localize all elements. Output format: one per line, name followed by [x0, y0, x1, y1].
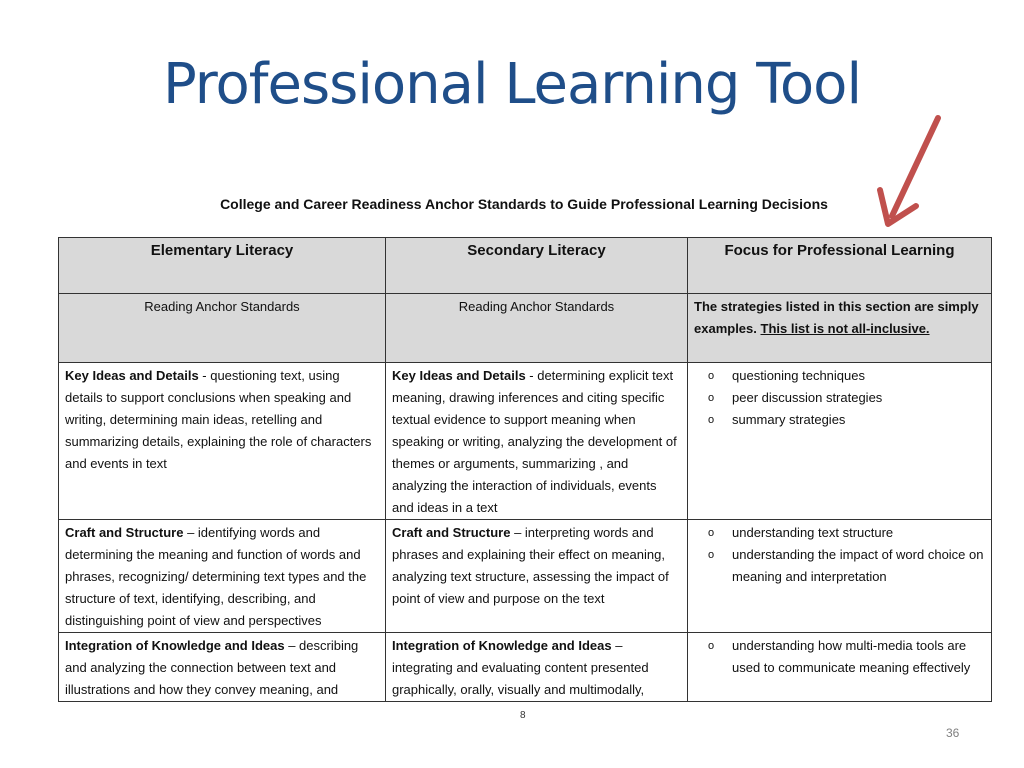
focus-list [694, 365, 985, 431]
focus-cell [688, 520, 992, 633]
focus-cell [688, 633, 992, 702]
focus-note-disclaimer: This list is not all-inclusive. [760, 321, 930, 336]
header-elementary: Elementary Literacy [59, 238, 386, 294]
standards-table [58, 237, 992, 702]
cell-lead: Key Ideas and Details [65, 368, 199, 383]
cell-text: – integrating and evaluating content presented graphically, orally, visually and multimodally, [392, 638, 649, 697]
secondary-cell [386, 633, 688, 702]
elementary-cell [59, 520, 386, 633]
cell-text: – describing and analyzing the connection between text and illustrations and how they convey meaning, and [65, 638, 359, 697]
slide-number: 36 [946, 726, 960, 740]
cell-text: - determining explicit text meaning, drawing inferences and citing specific textual evidence to support meaning when speaking or writing, analyzing the development of themes or arguments, summarizing , and analyzing the interaction of individuals, events and ideas in a text [392, 368, 677, 515]
elementary-cell [59, 633, 386, 702]
list-item: o summary strategies [718, 409, 985, 431]
cell-lead: Craft and Structure [65, 525, 184, 540]
cell-lead: Key Ideas and Details [392, 368, 526, 383]
list-item: o questioning techniques [718, 365, 985, 387]
header-row [59, 238, 992, 294]
subheader-secondary: Reading Anchor Standards [386, 294, 688, 363]
focus-note-intro: The strategies listed in this section are simply examples. [694, 299, 979, 336]
elementary-cell [59, 363, 386, 520]
focus-list [694, 635, 985, 679]
secondary-cell [386, 363, 688, 520]
list-item: o understanding how multi-media tools are used to communicate meaning effectively [718, 635, 985, 679]
cell-lead: Integration of Knowledge and Ideas [392, 638, 612, 653]
focus-cell [688, 363, 992, 520]
slide-title: Professional Learning Tool [162, 52, 862, 117]
cell-text: – identifying words and determining the meaning and function of words and phrases, recognizing/ determining text types and the structure of text, identifying, describing, and distinguishing point of view and perspectives [65, 525, 367, 628]
list-item: o understanding text structure [718, 522, 985, 544]
header-secondary: Secondary Literacy [386, 238, 688, 294]
cell-lead: Integration of Knowledge and Ideas [65, 638, 285, 653]
table-caption: College and Career Readiness Anchor Standards to Guide Professional Learning Decisions [220, 196, 828, 212]
header-focus: Focus for Professional Learning [688, 238, 992, 294]
subheader-elementary: Reading Anchor Standards [59, 294, 386, 363]
list-item: o understanding the impact of word choice on meaning and interpretation [718, 544, 985, 588]
table-row [59, 633, 992, 702]
focus-list [694, 522, 985, 588]
cell-text: - questioning text, using details to support conclusions when speaking and writing, determining main ideas, retelling and summarizing details, explaining the role of characters and events in text [65, 368, 372, 471]
stray-page-mark: 8 [520, 710, 526, 721]
red-arrow-icon [870, 112, 950, 234]
subheader-row [59, 294, 992, 363]
table-row [59, 363, 992, 520]
list-item: o peer discussion strategies [718, 387, 985, 409]
table-row [59, 520, 992, 633]
cell-text: – interpreting words and phrases and explaining their effect on meaning, analyzing text structure, assessing the impact of point of view and purpose on the text [392, 525, 669, 606]
secondary-cell [386, 520, 688, 633]
subheader-focus-note [688, 294, 992, 363]
cell-lead: Craft and Structure [392, 525, 511, 540]
